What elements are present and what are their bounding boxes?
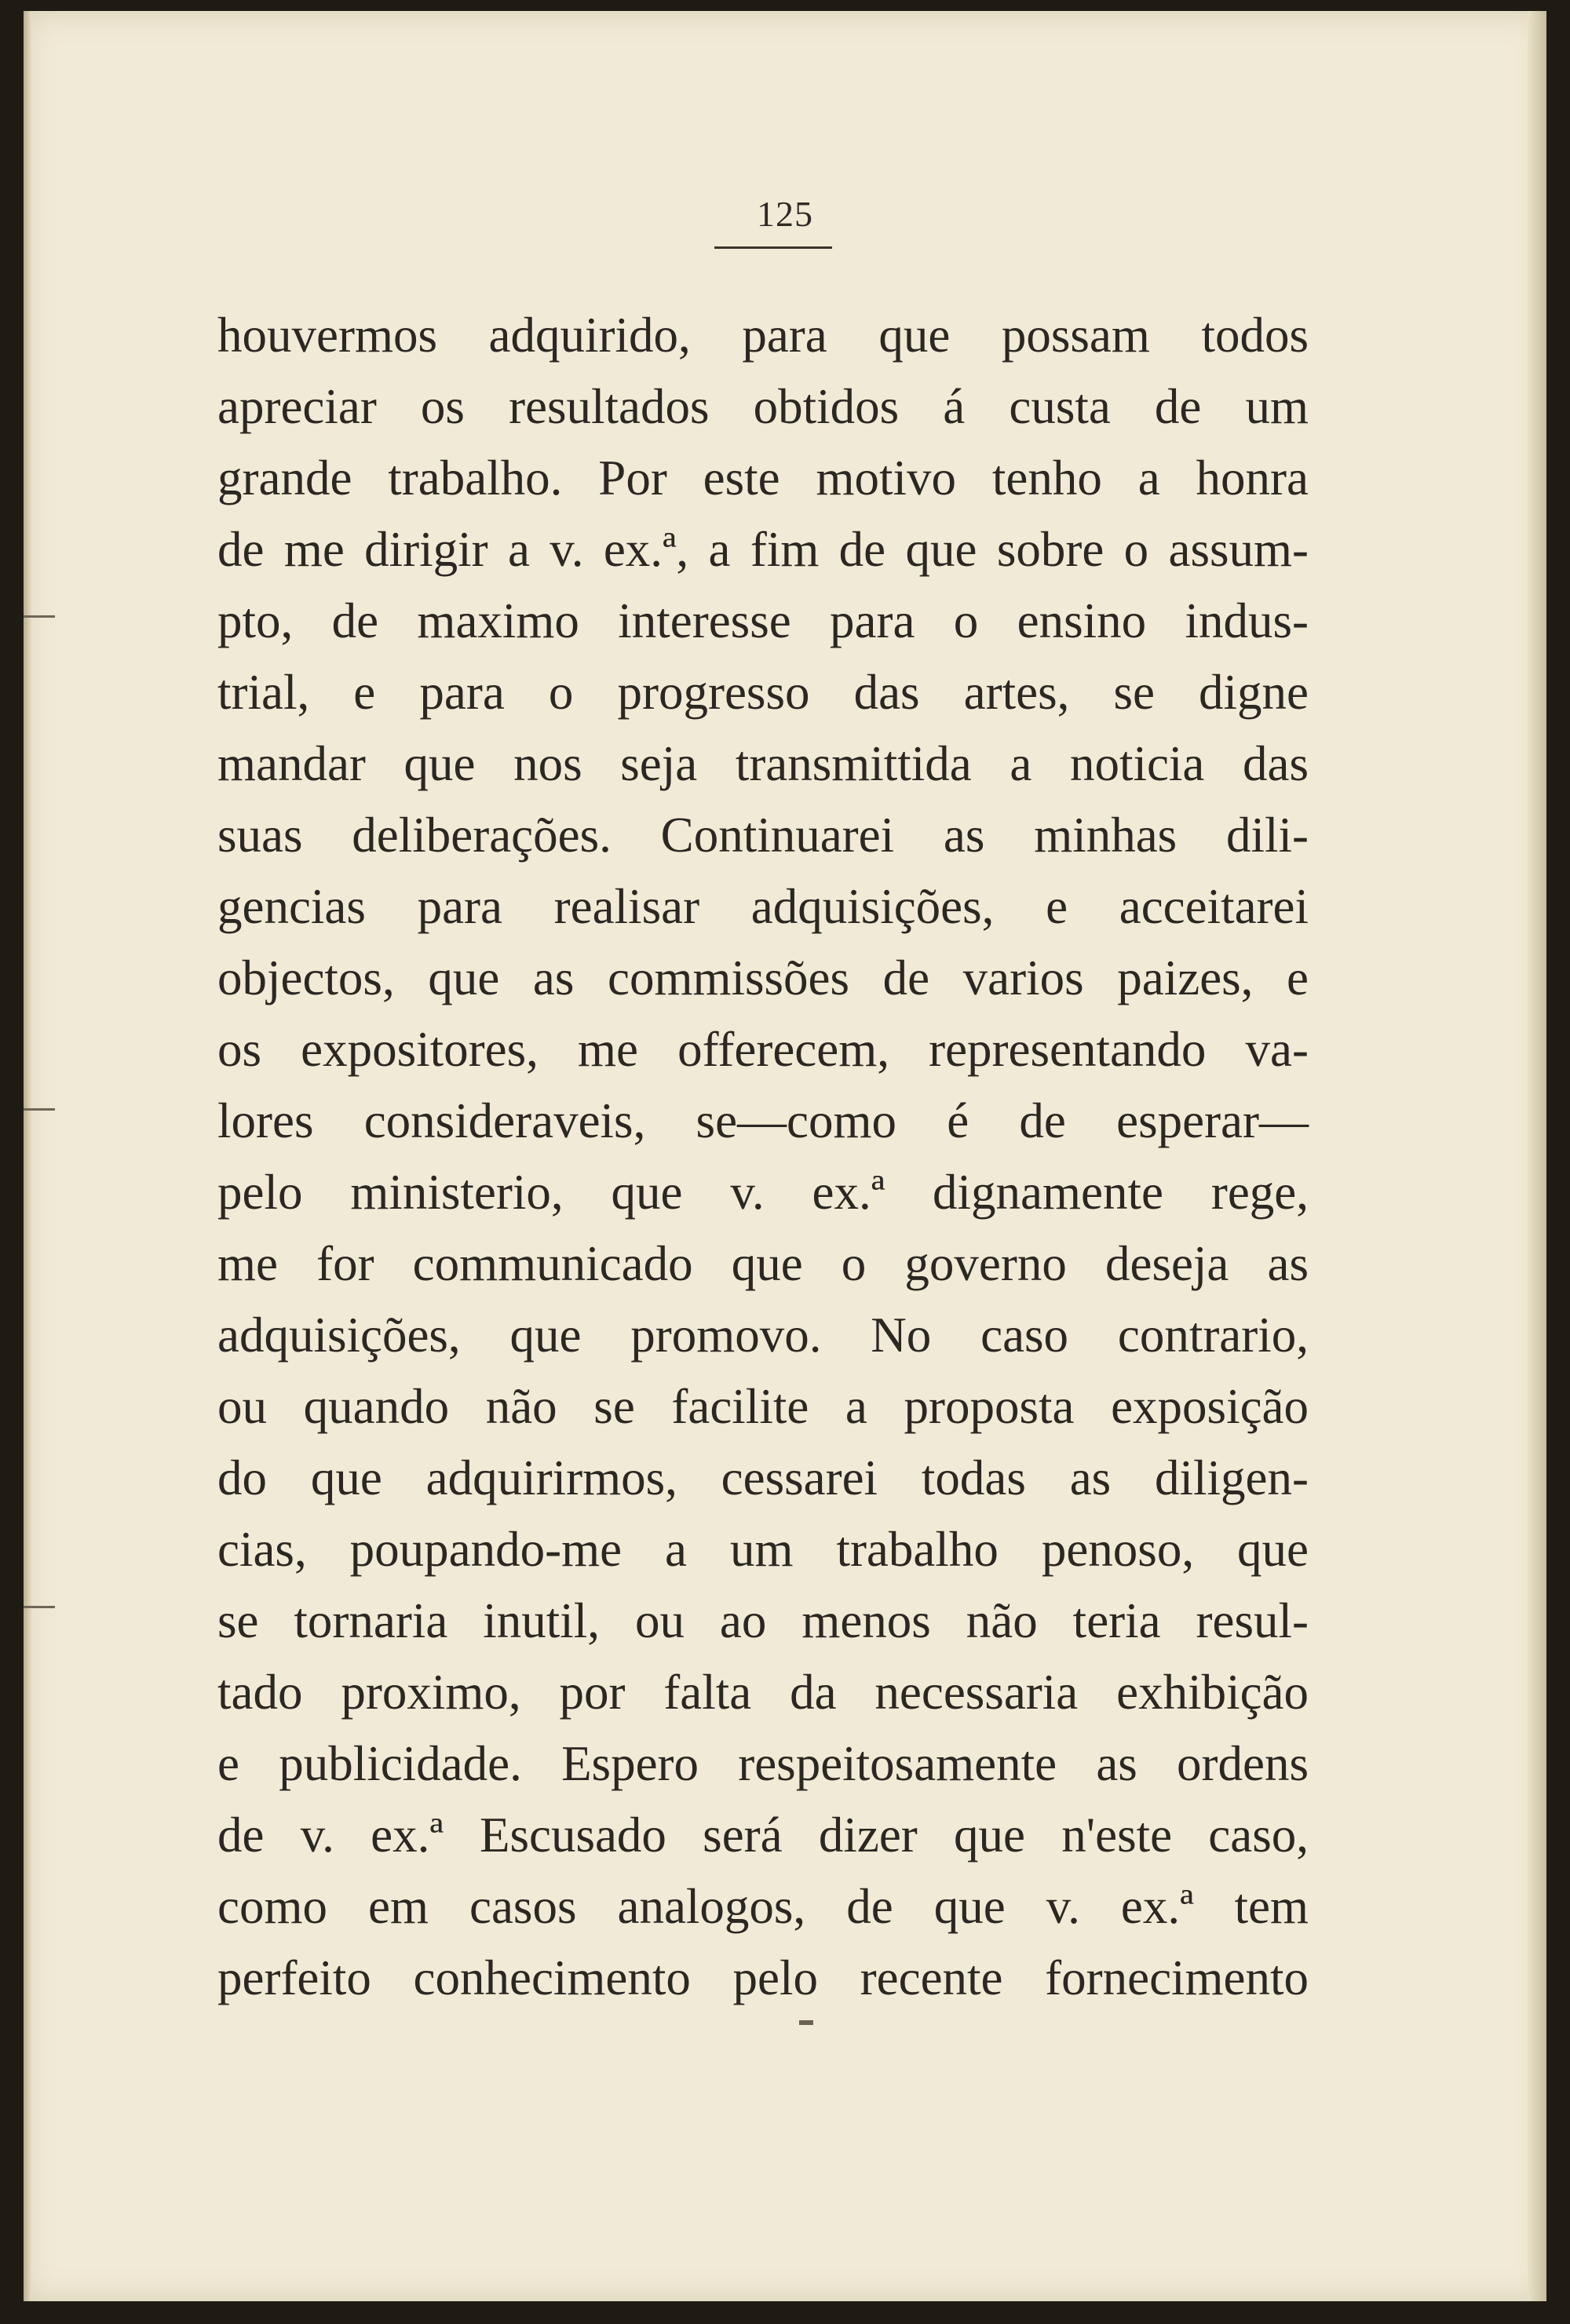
text-line: suas deliberações. Continuarei as minhas dili- [217,808,1309,863]
text-line: como em casos analogos, de que v. ex.ª tem [217,1879,1309,1934]
text-line: trial, e para o progresso das artes, se digne [217,665,1309,720]
text-line: do que adquirirmos, cessarei todas as diligen- [217,1450,1309,1505]
text-line: cias, poupando-me a um trabalho penoso, que [217,1522,1309,1577]
text-line: os expositores, me offerecem, representando va- [217,1022,1309,1077]
margin-tick [24,615,55,618]
text-line: e publicidade. Espero respeitosamente as ordens [217,1736,1309,1791]
text-line: se tornaria inutil, ou ao menos não teria resul- [217,1593,1309,1648]
text-line: pto, de maximo interesse para o ensino indus- [217,593,1309,648]
text-line: adquisições, que promovo. No caso contrario, [217,1308,1309,1363]
text-line: me for communicado que o governo deseja as [217,1236,1309,1291]
page-number: 125 [757,194,813,234]
text-line: tado proximo, por falta da necessaria exhibição [217,1665,1309,1720]
margin-tick [24,1606,55,1608]
book-page [24,11,1546,2301]
text-line: houvermos adquirido, para que possam todos [217,308,1309,363]
text-line: grande trabalho. Por este motivo tenho a honra [217,451,1309,505]
body-text [217,300,1309,2014]
text-line: lores consideraveis, se—como é de esperar— [217,1093,1309,1148]
text-line: mandar que nos seja transmittida a noticia das [217,736,1309,791]
margin-tick [24,1108,55,1111]
page-right-edge [1528,11,1546,2301]
catchword-mark [799,2020,813,2025]
text-line: pelo ministerio, que v. ex.ª dignamente rege, [217,1165,1309,1220]
text-line: ou quando não se facilite a proposta exposição [217,1379,1309,1434]
page-left-edge [24,11,31,2301]
text-line: apreciar os resultados obtidos á custa de um [217,379,1309,434]
text-line: de me dirigir a v. ex.ª, a fim de que sobre o assum- [217,522,1309,577]
text-line: de v. ex.ª Escusado será dizer que n'este caso, [217,1808,1309,1862]
page-number-rule [714,246,832,249]
text-line: perfeito conhecimento pelo recente fornecimento [217,1950,1309,2005]
text-line: objectos, que as commissões de varios paizes, e [217,950,1309,1005]
text-line: gencias para realisar adquisições, e acceitarei [217,879,1309,934]
